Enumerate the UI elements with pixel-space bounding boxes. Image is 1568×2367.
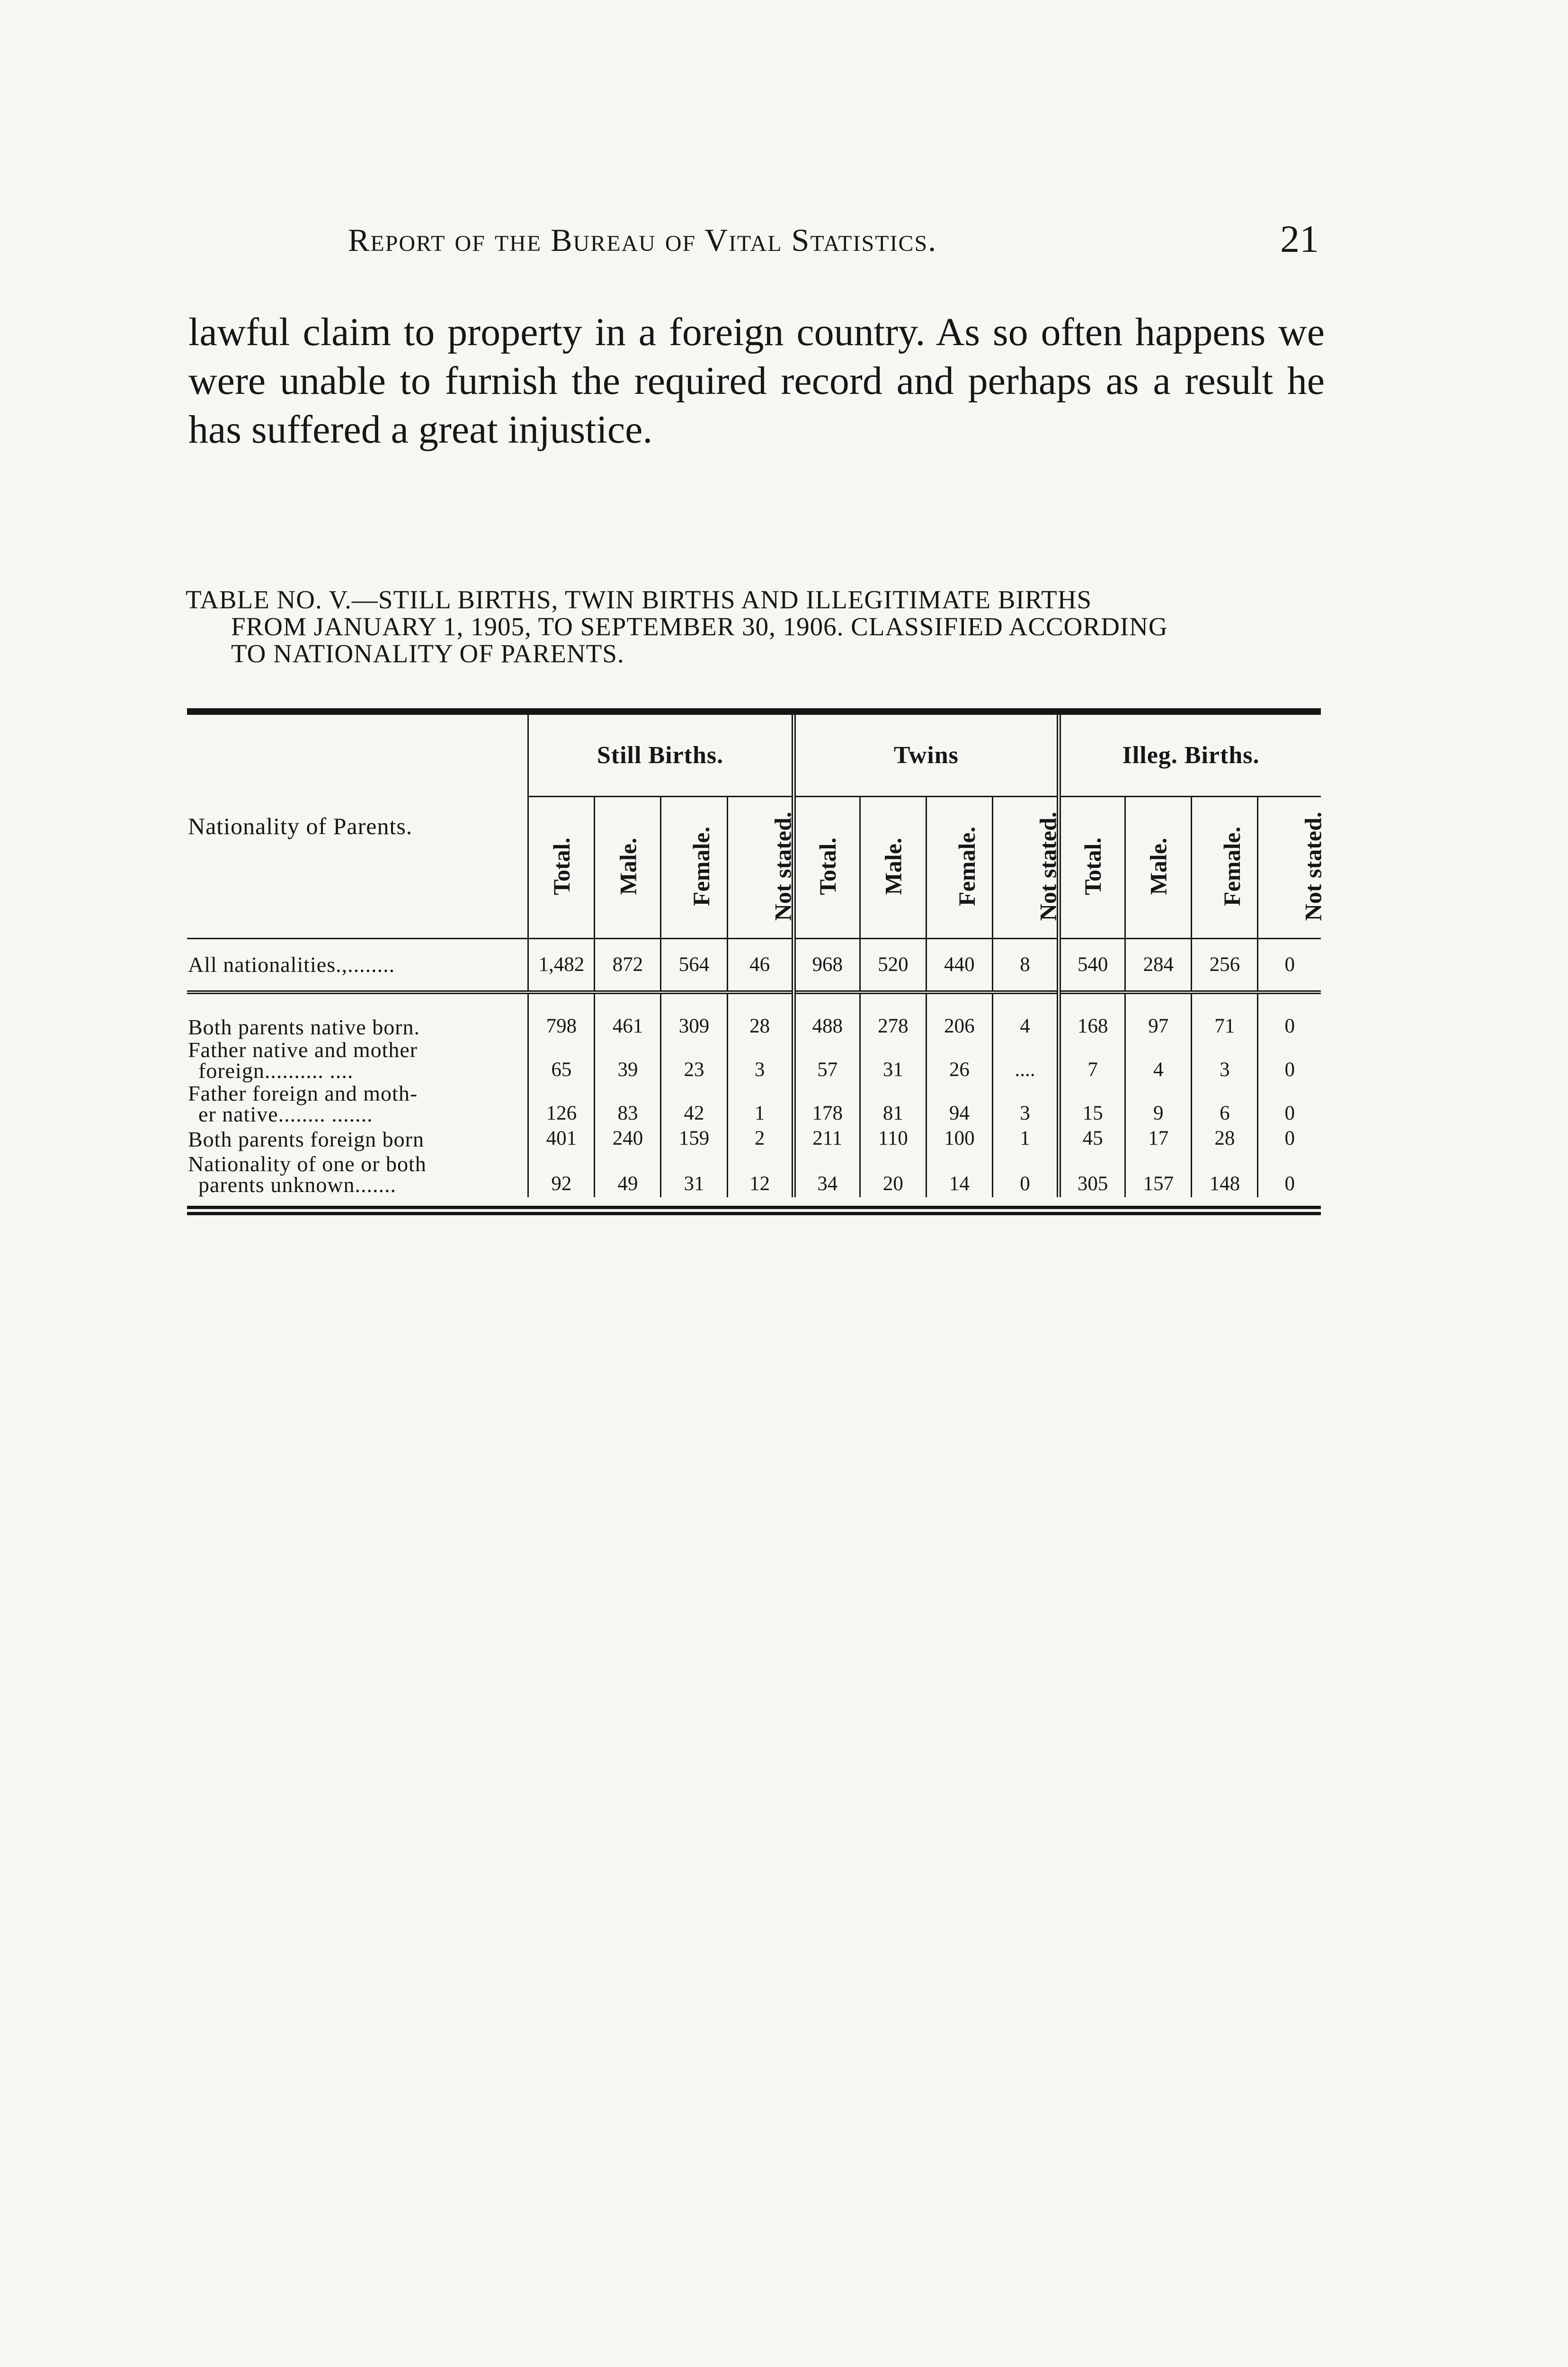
table-cell: 872 [595, 938, 661, 992]
subheader-not-stated: Not stated. [727, 796, 793, 938]
table-cell: 26 [926, 1040, 992, 1083]
table-cell: 65 [528, 1040, 595, 1083]
table-cell: 305 [1059, 1152, 1125, 1197]
table-cell: 157 [1125, 1152, 1192, 1197]
subheader-total: Total. [528, 796, 595, 938]
body-paragraph: lawful claim to property in a foreign country. As so often happens we were unable to furnish the required record and perhaps as a result he has suffered a great injustice. [188, 310, 1325, 452]
caption-line: FROM JANUARY 1, 1905, TO SEPTEMBER 30, 1906. CLASSIFIED ACCORDING [231, 612, 1168, 641]
table-cell: 57 [793, 1040, 860, 1083]
table-cell: 97 [1125, 992, 1192, 1040]
table-cell: 3 [1192, 1040, 1258, 1083]
subheader-female: Female. [661, 796, 727, 938]
caption-line: TABLE NO. V.—STILL BIRTHS, TWIN BIRTHS AND ILLEGITIMATE BIRTHS [186, 585, 1092, 614]
caption-line: TO NATIONALITY OF PARENTS. [231, 639, 624, 668]
table-row [187, 1040, 1321, 1083]
subheader-female: Female. [1192, 796, 1258, 938]
table-cell: 798 [528, 992, 595, 1040]
table-cell: 0 [1258, 1152, 1321, 1197]
table-cell: 4 [992, 992, 1059, 1040]
row-label-line: Father native and mother [188, 1037, 418, 1062]
table-cell: 81 [860, 1083, 926, 1127]
table-cell: 12 [727, 1152, 793, 1197]
table-cell: 440 [926, 938, 992, 992]
table-cell: 211 [793, 1127, 860, 1152]
table-cell: 7 [1059, 1040, 1125, 1083]
table-cell: 3 [727, 1040, 793, 1083]
table-cell: 2 [727, 1127, 793, 1152]
subheader-not-stated: Not stated. [992, 796, 1059, 938]
subheader-female: Female. [926, 796, 992, 938]
row-label-line: Both parents native born. [188, 1014, 420, 1039]
table-cell: 14 [926, 1152, 992, 1197]
table-cell: 3 [992, 1083, 1059, 1127]
table-cell: 256 [1192, 938, 1258, 992]
table-cell: 126 [528, 1083, 595, 1127]
row-label [187, 992, 528, 1040]
table-cell: 100 [926, 1127, 992, 1152]
table-cell: 0 [992, 1152, 1059, 1197]
table-cell: 0 [1258, 992, 1321, 1040]
table-cell: 45 [1059, 1127, 1125, 1152]
table-cell: 28 [1192, 1127, 1258, 1152]
table-cell: 0 [1258, 1083, 1321, 1127]
table-cell: 8 [992, 938, 1059, 992]
table-caption [186, 586, 1327, 667]
table-cell: .... [992, 1040, 1059, 1083]
page-number: 21 [1280, 217, 1319, 260]
row-label-line: Nationality of one or both [188, 1151, 427, 1176]
table-row [187, 1152, 1321, 1197]
row-label [187, 1152, 528, 1197]
table-cell: 0 [1258, 1040, 1321, 1083]
table-row [187, 1083, 1321, 1127]
table-row [187, 938, 1321, 992]
table-bottom-rule [187, 1206, 1321, 1215]
table-row [187, 1127, 1321, 1152]
table-cell: 83 [595, 1083, 661, 1127]
subheader-total: Total. [1059, 796, 1125, 938]
table-cell: 94 [926, 1083, 992, 1127]
table-body [187, 938, 1321, 1197]
row-label-line: Both parents foreign born [188, 1127, 424, 1151]
table-cell: 9 [1125, 1083, 1192, 1127]
table-cell: 110 [860, 1127, 926, 1152]
table-cell: 39 [595, 1040, 661, 1083]
table-row [187, 992, 1321, 1040]
group-header-twins: Twins [793, 715, 1059, 796]
table-cell: 520 [860, 938, 926, 992]
row-label-line: Father foreign and moth- [188, 1081, 418, 1105]
table-cell: 34 [793, 1152, 860, 1197]
row-label [187, 938, 528, 992]
table-cell: 240 [595, 1127, 661, 1152]
table-cell: 159 [661, 1127, 727, 1152]
table-cell: 42 [661, 1083, 727, 1127]
table-cell: 46 [727, 938, 793, 992]
table-cell: 15 [1059, 1083, 1125, 1127]
table-cell: 92 [528, 1152, 595, 1197]
row-label [187, 1037, 528, 1083]
row-label [187, 1083, 528, 1127]
table-cell: 488 [793, 992, 860, 1040]
group-header-illeg-births: Illeg. Births. [1059, 715, 1321, 796]
row-label-line: foreign.......... .... [198, 1058, 354, 1083]
subheader-total: Total. [793, 796, 860, 938]
table-cell: 17 [1125, 1127, 1192, 1152]
table-cell: 31 [860, 1040, 926, 1083]
table-cell: 461 [595, 992, 661, 1040]
row-label [187, 1127, 528, 1152]
table-cell: 23 [661, 1040, 727, 1083]
table-cell: 4 [1125, 1040, 1192, 1083]
row-label-line: parents unknown....... [198, 1172, 397, 1197]
statistics-table [187, 708, 1327, 1218]
table-cell: 49 [595, 1152, 661, 1197]
table-cell: 20 [860, 1152, 926, 1197]
table-cell: 1,482 [528, 938, 595, 992]
table-cell: 206 [926, 992, 992, 1040]
table-cell: 401 [528, 1127, 595, 1152]
row-label-line: All nationalities.,........ [188, 952, 395, 977]
table-cell: 148 [1192, 1152, 1258, 1197]
table-cell: 6 [1192, 1083, 1258, 1127]
table-cell: 71 [1192, 992, 1258, 1040]
table-top-rule [187, 708, 1321, 715]
table-cell: 1 [992, 1127, 1059, 1152]
table-cell: 0 [1258, 1127, 1321, 1152]
table-cell: 309 [661, 992, 727, 1040]
subheader-male: Male. [860, 796, 926, 938]
running-head: Report of the Bureau of Vital Statistics. [348, 222, 937, 258]
subheader-not-stated: Not stated. [1258, 796, 1321, 938]
table-cell: 1 [727, 1083, 793, 1127]
group-header-still-births: Still Births. [528, 715, 793, 796]
table-cell: 968 [793, 938, 860, 992]
table-cell: 278 [860, 992, 926, 1040]
table-cell: 178 [793, 1083, 860, 1127]
table-cell: 540 [1059, 938, 1125, 992]
stub-header: Nationality of Parents. [187, 715, 528, 938]
table-cell: 0 [1258, 938, 1321, 992]
table-cell: 31 [661, 1152, 727, 1197]
table-cell: 28 [727, 992, 793, 1040]
table-cell: 284 [1125, 938, 1192, 992]
table-cell: 168 [1059, 992, 1125, 1040]
subheader-male: Male. [1125, 796, 1192, 938]
row-label-line: er native........ ....... [198, 1102, 373, 1126]
table-cell: 564 [661, 938, 727, 992]
subheader-male: Male. [595, 796, 661, 938]
